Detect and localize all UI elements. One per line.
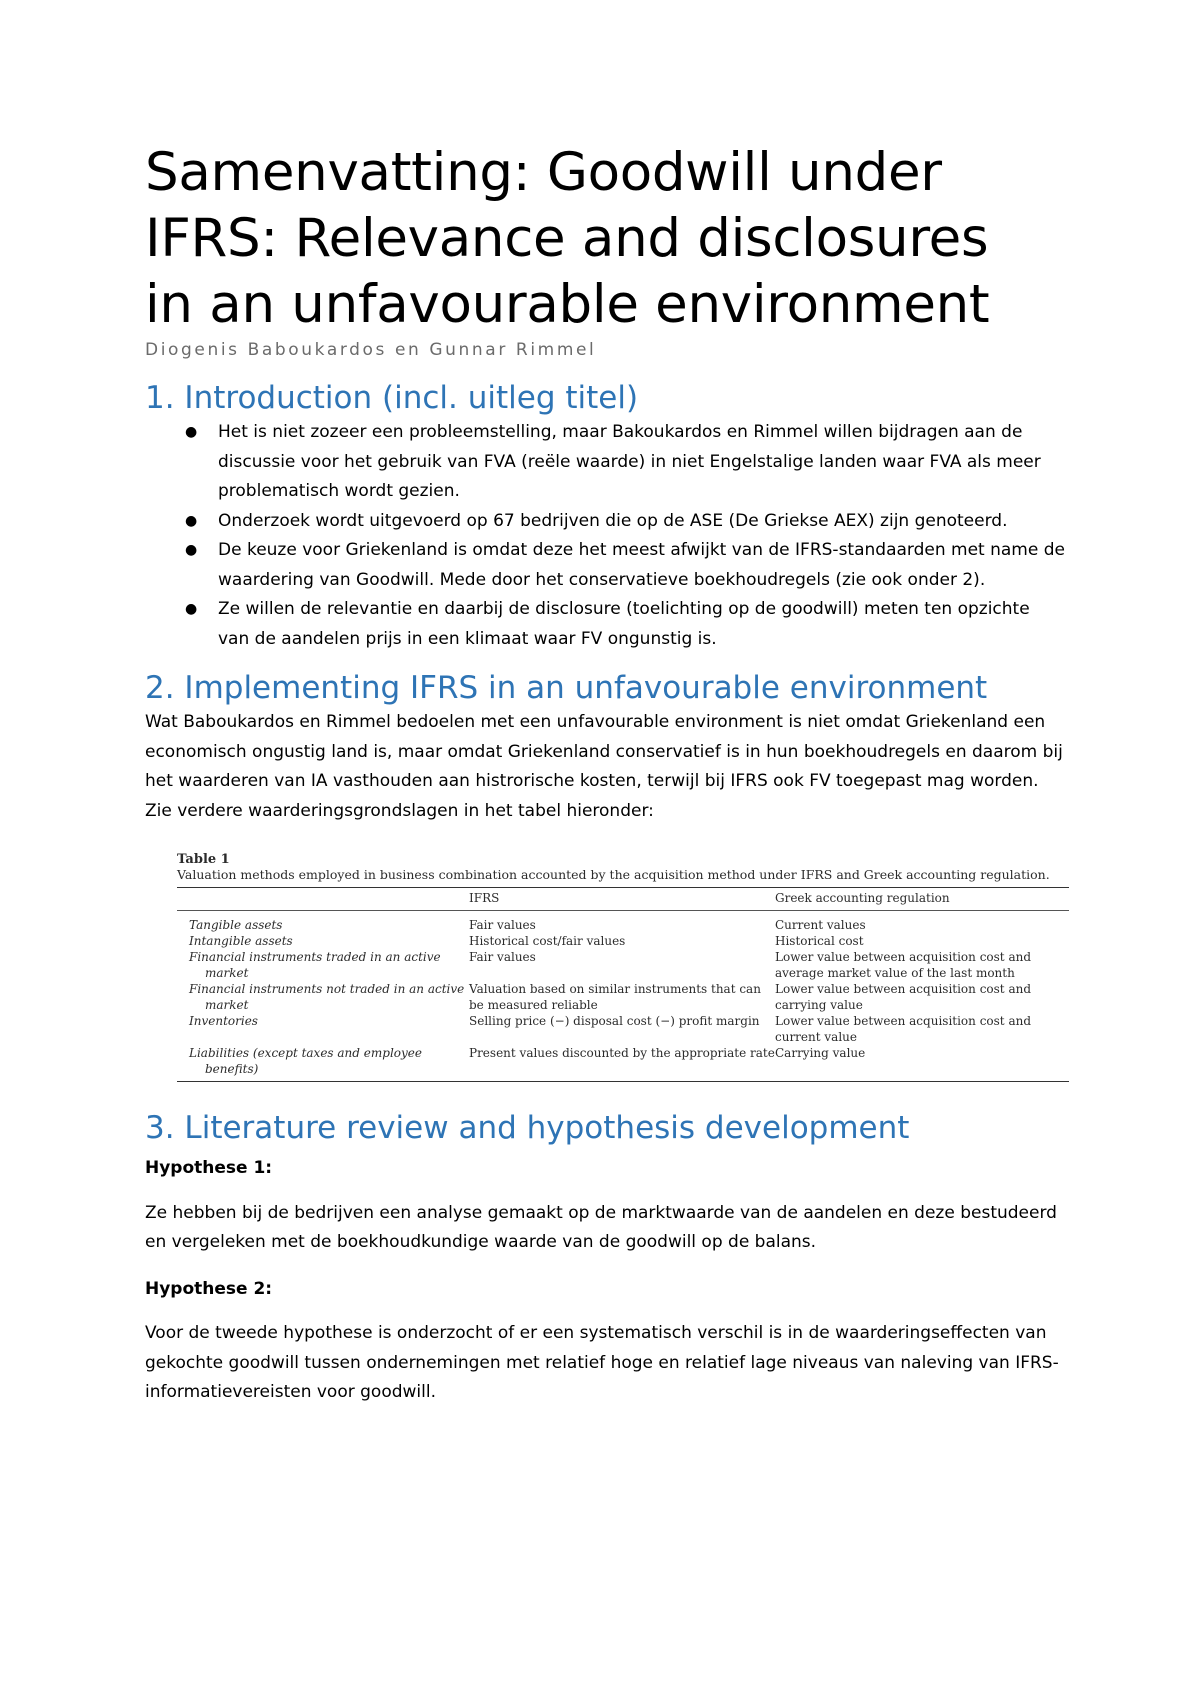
- table-header-row: [177, 888, 1069, 911]
- hypothesis-2-text: Voor de tweede hypothese is onderzocht of er een systematisch verschil is in de waarderingseffecten van gekochte goodwill tussen ondernemingen met relatief hoge en relatief lage niveaus van naleving van IFRS-informatievereisten voor goodwill.: [145, 1323, 1059, 1402]
- bullet-text: De keuze voor Griekenland is omdat deze het meest afwijkt van de IFRS-standaarden met name de waardering van Goodwill. Mede door het conservatieve boekhoudregels (zie ook onder 2).: [218, 540, 1065, 590]
- table-header-cell: Greek accounting regulation: [775, 888, 1069, 911]
- bullet-item: [145, 418, 1065, 507]
- table-cell-greek: Lower value between acquisition cost and carrying value: [775, 982, 1032, 1012]
- bullet-icon: ●: [185, 512, 198, 529]
- table-row: [177, 981, 1069, 1013]
- table-cell-greek: Lower value between acquisition cost and average market value of the last month: [775, 950, 1032, 980]
- table-cell-ifrs: Selling price (−) disposal cost (−) profit margin: [469, 1014, 760, 1028]
- section-1-heading: 1. Introduction (incl. uitleg titel): [145, 380, 639, 416]
- table-cell-greek: Lower value between acquisition cost and current value: [775, 1014, 1032, 1044]
- valuation-table-figure: [177, 852, 1069, 1082]
- bullet-icon: ●: [185, 424, 198, 440]
- table-cell-greek: Carrying value: [775, 1045, 1069, 1082]
- title-line-3: in an unfavourable environment: [145, 274, 990, 335]
- title-line-2: IFRS: Relevance and disclosures: [145, 208, 989, 269]
- title-line-1: Samenvatting: Goodwill under: [145, 142, 942, 203]
- hypothesis-1-text: Ze hebben bij de bedrijven een analyse gemaakt op de marktwaarde van de aandelen en deze bestudeerd en vergeleken met de boekhoudkundige waarde van de goodwill op de balans.: [145, 1202, 1057, 1252]
- table-row-label: Tangible assets: [189, 918, 283, 932]
- bullet-item: [145, 536, 1065, 595]
- table-cell-greek: Historical cost: [775, 934, 864, 948]
- section-1-bullet-list: [145, 418, 1065, 654]
- table-cell-ifrs: Fair values: [469, 918, 536, 932]
- table-cell-greek: Current values: [775, 918, 866, 932]
- valuation-methods-table: [177, 887, 1069, 1082]
- bullet-text: Ze willen de relevantie en daarbij de disclosure (toelichting op de goodwill) meten ten opzichte van de aandelen prijs in een klimaat waar FV ongunstig is.: [218, 599, 1030, 649]
- section-3-heading: 3. Literature review and hypothesis development: [145, 1110, 910, 1146]
- bullet-text: Onderzoek wordt uitgevoerd op 67 bedrijven die op de ASE (De Griekse AEX) zijn genoteerd.: [218, 510, 1008, 531]
- table-row-label: Intangible assets: [189, 934, 293, 948]
- section-2-paragraph: Wat Baboukardos en Rimmel bedoelen met een unfavourable environment is niet omdat Griekenland een economisch ongustig land is, maar omdat Griekenland conservatief is in hun boekhoudregels en daarom bij het waarderen van IA vasthouden aan histrorische kosten, terwijl bij IFRS ook FV toegepast mag worden. Zie verdere waarderingsgrondslagen in het tabel hieronder:: [145, 712, 1063, 821]
- table-row: [177, 949, 1069, 981]
- authors-subtitle: Diogenis Baboukardos en Gunnar Rimmel: [145, 340, 597, 360]
- bullet-icon: ●: [185, 542, 198, 558]
- table-row: [177, 911, 1069, 934]
- table-cell-ifrs: Present values discounted by the appropriate rate: [469, 1045, 775, 1082]
- hypothesis-1-label: Hypothese 1:: [145, 1158, 273, 1178]
- table-row-label: Financial instruments not traded in an active market: [189, 982, 465, 1012]
- table-header-cell: IFRS: [469, 888, 775, 911]
- table-row: [177, 1013, 1069, 1045]
- table-caption: Table 1: [177, 852, 230, 867]
- table-cell-ifrs: Valuation based on similar instruments that can be measured reliable: [469, 982, 761, 1012]
- hypothesis-2-label: Hypothese 2:: [145, 1278, 273, 1299]
- bullet-item: [145, 507, 1065, 537]
- table-header-cell: [177, 888, 469, 911]
- table-cell-ifrs: Historical cost/fair values: [469, 934, 626, 948]
- document-page: [145, 140, 1065, 1408]
- table-row-label: Financial instruments traded in an active market: [189, 950, 441, 980]
- document-title: [145, 140, 1065, 338]
- table-row-label: Inventories: [189, 1014, 258, 1028]
- table-description: Valuation methods employed in business combination accounted by the acquisition method under IFRS and Greek accounting regulation.: [177, 867, 1050, 882]
- bullet-text: Het is niet zozeer een probleemstelling, maar Bakoukardos en Rimmel willen bijdragen aan de discussie voor het gebruik van FVA (reële waarde) in niet Engelstalige landen waar FVA als meer problematisch wordt gezien.: [218, 422, 1041, 501]
- bullet-icon: ●: [185, 601, 198, 617]
- bullet-item: [145, 595, 1065, 654]
- section-2-heading: 2. Implementing IFRS in an unfavourable environment: [145, 670, 988, 706]
- table-row: [177, 1045, 1069, 1082]
- table-row-label: Liabilities (except taxes and employee benefits): [177, 1045, 469, 1082]
- table-cell-ifrs: Fair values: [469, 950, 536, 964]
- table-row: [177, 933, 1069, 949]
